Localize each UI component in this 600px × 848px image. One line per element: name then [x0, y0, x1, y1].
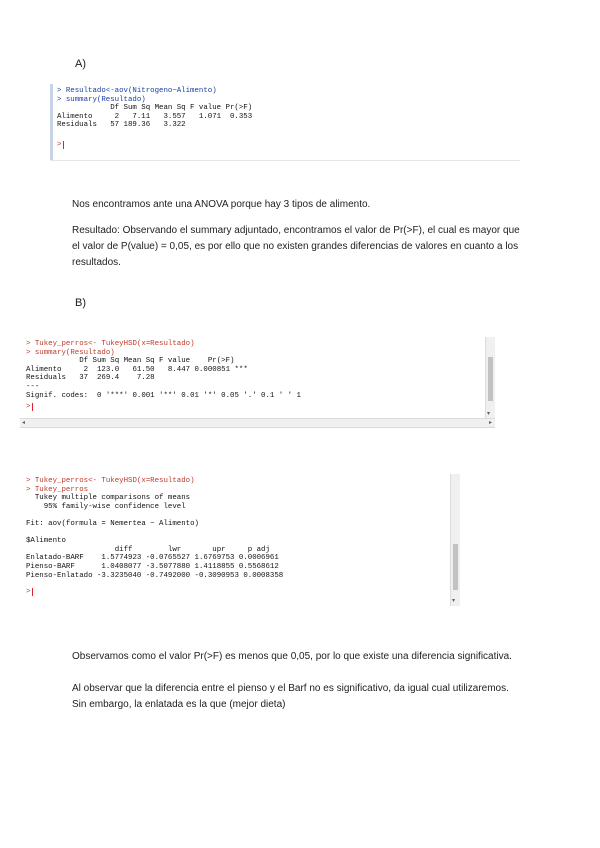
section-b-label: B)	[75, 297, 86, 309]
console-line: ---	[26, 382, 40, 391]
console-output	[26, 477, 283, 580]
text-cursor	[32, 403, 33, 411]
console-line: diff lwr upr p adj	[26, 545, 270, 554]
scroll-right-arrow-icon[interactable]: ▸	[488, 419, 492, 426]
console-line: Pienso-Enlatado -3.3235040 -0.7492000 -0.3090953 0.0008358	[26, 571, 284, 580]
console-line: > Tukey_perros	[26, 485, 89, 494]
scroll-left-arrow-icon[interactable]: ◂	[22, 419, 26, 426]
console-line: Residuals 37 269.4 7.28	[26, 374, 155, 383]
text-cursor	[32, 588, 33, 596]
conclusion-paragraph-2: Al observar que la diferencia entre el pienso y el Barf no es significativo, da igual cual utilizaremos. Sin embargo, la enlatada es la que (mejor dieta)	[72, 683, 509, 710]
console-prompt[interactable]: >	[26, 588, 33, 597]
console-line	[26, 529, 283, 538]
scroll-down-arrow-icon[interactable]: ▾	[452, 597, 456, 604]
console-panel-b2[interactable]	[20, 474, 460, 606]
console-line: > Tukey_perros<- TukeyHSD(x=Resultado)	[26, 340, 195, 348]
console-line: Alimento 2 123.0 61.50 8.447 0.000851 ***	[26, 365, 248, 374]
anova-result-text: Resultado: Observando el summary adjuntado, encontramos el valor de Pr(>F), el cual es mayor que el valor de P(value) = 0,05, es por ello que no existen grandes diferencias de valores en cuanto a los resultados.	[72, 225, 520, 268]
console-line: Df Sum Sq Mean Sq F value Pr(>F)	[26, 357, 235, 366]
scrollbar-thumb[interactable]	[453, 544, 458, 590]
console-line: > summary(Resultado)	[26, 348, 115, 357]
text-cursor	[63, 141, 64, 149]
console-line	[26, 511, 283, 520]
console-line: Fit: aov(formula = Nemertea ~ Alimento)	[26, 519, 199, 528]
console-line: Enlatado-BARF 1.5774923 -0.0765527 1.6769753 0.0006961	[26, 554, 279, 563]
scrollbar-thumb[interactable]	[488, 357, 493, 401]
console-line: Tukey multiple comparisons of means	[26, 494, 191, 503]
console-line: 95% family-wise confidence level	[26, 502, 186, 511]
console-line: Residuals 57 189.36 3.322	[57, 121, 186, 130]
console-gutter	[50, 84, 53, 160]
console-panel-b1[interactable]	[20, 337, 495, 428]
horizontal-scrollbar[interactable]	[20, 418, 495, 427]
console-line: Df Sum Sq Mean Sq F value Pr(>F)	[57, 104, 253, 113]
console-line: > Tukey_perros<- TukeyHSD(x=Resultado)	[26, 477, 195, 485]
console-line: Pienso-BARF 1.0408077 -3.5077880 1.4118855 0.5568612	[26, 562, 279, 571]
scroll-down-arrow-icon[interactable]: ▾	[487, 410, 491, 417]
console-output	[57, 87, 252, 130]
vertical-scrollbar[interactable]	[485, 337, 495, 419]
console-output	[26, 340, 301, 400]
vertical-scrollbar[interactable]	[450, 474, 460, 606]
console-line: Signif. codes: 0 '***' 0.001 '**' 0.01 '*' 0.05 '.' 0.1 ' ' 1	[26, 391, 301, 400]
section-a-label: A)	[75, 58, 86, 70]
console-prompt[interactable]: >	[26, 403, 33, 412]
conclusion-paragraph-1: Observamos como el valor Pr(>F) es menos que 0,05, por lo que existe una diferencia significativa.	[72, 651, 512, 662]
console-line: Alimento 2 7.11 3.557 1.071 0.353	[57, 112, 253, 121]
console-prompt[interactable]: >	[57, 141, 64, 150]
console-line: > Resultado<-aov(Nitrogeno~Alimento)	[57, 87, 217, 95]
console-line: > summary(Resultado)	[57, 95, 146, 104]
anova-intro-text: Nos encontramos ante una ANOVA porque hay 3 tipos de alimento.	[72, 199, 371, 210]
console-panel-a[interactable]	[50, 84, 520, 161]
console-line: $Alimento	[26, 537, 66, 546]
